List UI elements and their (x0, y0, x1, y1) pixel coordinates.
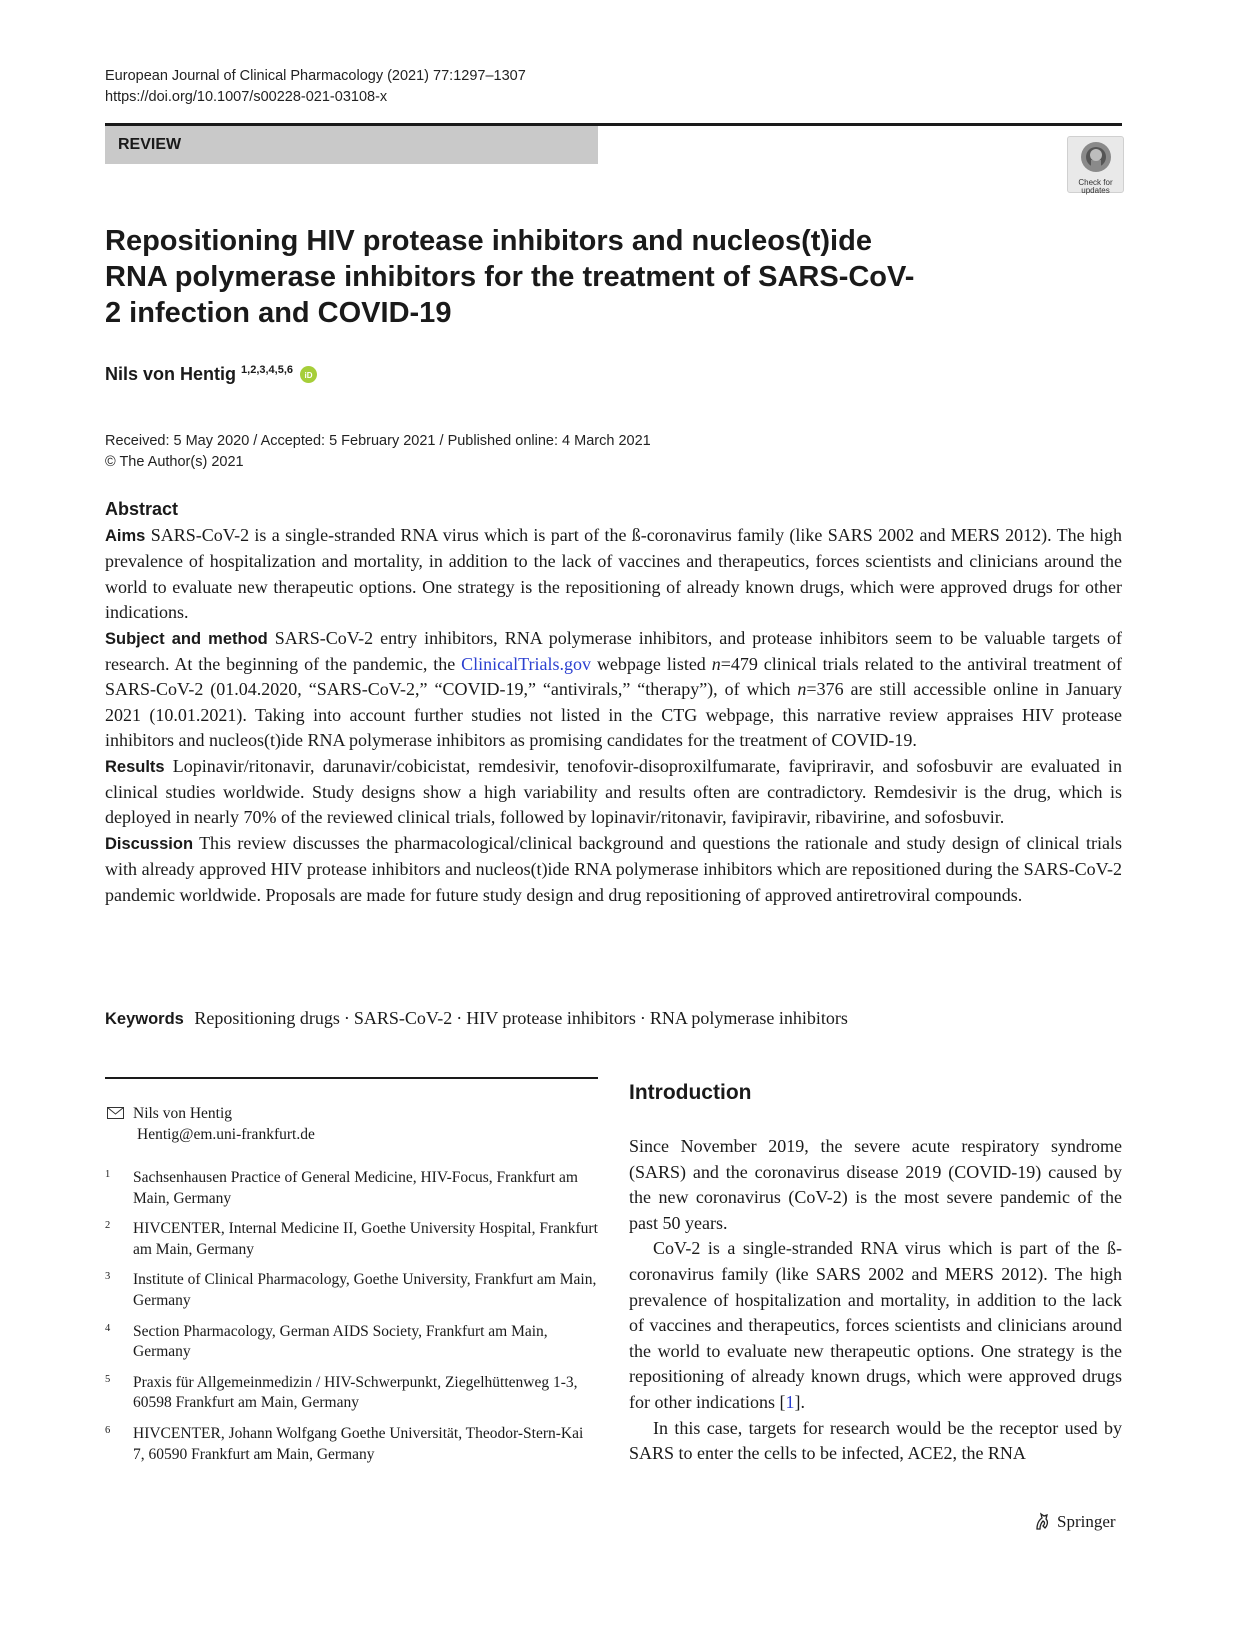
affiliations-list (105, 1168, 598, 1475)
keyword-separator: · (456, 1008, 463, 1028)
aims-text: SARS-CoV-2 is a single-stranded RNA virus which is part of the ß-coronavirus family (like SARS 2002 and MERS 2012). The high prevalence of hospitalization and mortality, in addition to the lack of vaccines and therapeutics, forces scientists and clinicians around the world to evaluate new therapeutic options. One strategy is the repositioning of already known drugs, which were approved drugs for other indications. (105, 525, 1122, 623)
journal-header (105, 66, 526, 108)
keyword-item: Repositioning drugs (194, 1008, 340, 1028)
springer-logo (1032, 1511, 1116, 1532)
method-n2: n (797, 679, 807, 700)
method-text-3: =479 clinical trials related to the antiviral treatment of SARS-CoV-2 (01.04.2020, “SARS-CoV-2,” “COVID-19,” “antivirals,” “therapy”), of which (105, 654, 1123, 700)
abstract-discussion (105, 831, 1122, 908)
intro-paragraph-text: CoV-2 is a single-stranded RNA virus which is part of the ß-coronavirus family (like SARS 2002 and MERS 2012). The high prevalence of hospitalization and mortality, in addition to the lack of vaccines and therapeutics, forces scientists and clinicians around the world to evaluate new therapeutic options. One strategy is the repositioning of already known drugs, which were approved drugs for other indications (629, 1238, 1122, 1412)
affiliation-number: 6 (105, 1424, 111, 1436)
introduction-heading: Introduction (629, 1081, 752, 1104)
mail-icon (107, 1107, 124, 1119)
check-for-updates-icon (1079, 140, 1113, 174)
springer-horse-icon (1032, 1511, 1052, 1531)
keyword-separator: · (343, 1008, 350, 1028)
keyword-separator: · (639, 1008, 646, 1028)
keyword-item: HIV protease inhibitors (466, 1008, 636, 1028)
footnote-rule (105, 1077, 598, 1079)
affiliation-item (105, 1373, 598, 1414)
affiliation-number: 2 (105, 1220, 111, 1232)
article-title: Repositioning HIV protease inhibitors and nucleos(t)ide RNA polymerase inhibitors for the treatment of SARS-CoV-2 infection and COVID-19 (105, 225, 915, 329)
results-text: Lopinavir/ritonavir, darunavir/cobicistat, remdesivir, tenofovir-disoproxilfumarate, favipriravir, and sofosbuvir are evaluated in clinical studies worldwide. Study designs show a high variability and results often are contradictory. Remdesivir is the drug, which is deployed in nearly 70% of the reviewed clinical trials, followed by lopinavir/ritonavir, favipiravir, ribavirine, and sofosbuvir. (105, 755, 1122, 828)
corresponding-email[interactable]: Hentig@em.uni-frankfurt.de (137, 1126, 315, 1143)
copyright-line: © The Author(s) 2021 (105, 454, 244, 470)
method-text-4: =376 are still accessible online in January 2021 (10.01.2021). Taking into account further studies not listed in the CTG webpage, this narrative review appraises HIV protease inhibitors and nucleos(t)ide RNA polymerase inhibitors as promising candidates for the treatment of COVID-19. (105, 679, 1122, 751)
dates-line: Received: 5 May 2020 / Accepted: 5 February 2021 / Published online: 4 March 2021 (105, 433, 651, 449)
journal-citation: European Journal of Clinical Pharmacology (2021) 77:1297–1307 (105, 68, 526, 84)
intro-paragraph: Since November 2019, the severe acute respiratory syndrome (SARS) and the coronavirus disease 2019 (COVID-19) caused by the new coronavirus (CoV-2) is the most severe pandemic of the past 50 years. (629, 1136, 1122, 1233)
abstract-results (105, 754, 1122, 831)
check-for-updates-label: Check for updates (1078, 178, 1113, 195)
abstract-heading: Abstract (105, 499, 179, 519)
affiliation-text: Sachsenhausen Practice of General Medicine, HIV-Focus, Frankfurt am Main, Germany (133, 1169, 578, 1207)
check-for-updates-badge[interactable] (1067, 136, 1124, 193)
abstract-aims (105, 523, 1122, 626)
corresponding-name: Nils von Hentig (133, 1105, 233, 1122)
affiliation-item (105, 1424, 598, 1465)
method-text-2: webpage listed (596, 654, 706, 675)
affiliation-item (105, 1322, 598, 1363)
keywords-line (105, 1008, 848, 1029)
introduction-body (629, 1134, 1122, 1467)
reference-link[interactable]: 1 (785, 1391, 795, 1412)
intro-paragraph: In this case, targets for research would be the receptor used by SARS to enter the cells to be infected, ACE2, the RNA (629, 1417, 1122, 1464)
orcid-icon[interactable] (300, 366, 317, 383)
affiliation-text: HIVCENTER, Johann Wolfgang Goethe Universität, Theodor-Stern-Kai 7, 60590 Frankfurt am Main, Germany (133, 1424, 584, 1463)
results-label: Results (105, 757, 165, 776)
keyword-item: RNA polymerase inhibitors (649, 1008, 848, 1028)
affiliation-number: 4 (105, 1322, 111, 1334)
intro-paragraph: CoV-2 is a single-stranded RNA virus which is part of the ß-coronavirus family (like SARS 2002 and MERS 2012). The high prevalence of hospitalization and mortality, in addition to the lack of vaccines and therapeutics, forces scientists and clinicians around the world to evaluate new therapeutic options. One strategy is the repositioning of already known drugs, which were approved drugs for other indications [1]. (629, 1238, 1122, 1412)
aims-label: Aims (105, 527, 146, 545)
keyword-item: SARS-CoV-2 (353, 1008, 453, 1028)
keywords-label: Keywords (105, 1010, 184, 1028)
affiliation-number: 3 (105, 1271, 111, 1283)
clinicaltrials-link[interactable]: ClinicalTrials.gov (461, 654, 592, 675)
affiliation-number: 1 (105, 1169, 111, 1180)
affiliation-item (105, 1270, 598, 1311)
abstract-method (105, 626, 1122, 754)
abstract-section (105, 499, 1122, 908)
affiliation-item (105, 1219, 598, 1260)
affiliation-number: 5 (105, 1373, 111, 1385)
article-type-banner: REVIEW (105, 126, 598, 164)
method-label: Subject and method (105, 629, 268, 648)
affiliation-text: Institute of Clinical Pharmacology, Goethe University, Frankfurt am Main, Germany (133, 1271, 597, 1309)
author-name[interactable]: Nils von Hentig (105, 364, 237, 384)
doi-link[interactable]: https://doi.org/10.1007/s00228-021-03108-x (105, 89, 388, 105)
svg-text:iD: iD (304, 371, 313, 380)
author-affiliation-marks: 1,2,3,4,5,6 (241, 364, 294, 376)
affiliation-text: HIVCENTER, Internal Medicine II, Goethe University Hospital, Frankfurt am Main, Germany (133, 1220, 598, 1258)
method-text-1: SARS-CoV-2 entry inhibitors, RNA polymerase inhibitors, and protease inhibitors seem to be valuable targets of research. At the beginning of the pandemic, the (105, 627, 1123, 675)
publisher-name: Springer (1057, 1512, 1116, 1531)
affiliation-text: Section Pharmacology, German AIDS Society, Frankfurt am Main, Germany (133, 1322, 548, 1361)
author-line (105, 364, 317, 385)
method-n1: n (711, 654, 721, 675)
discussion-label: Discussion (105, 834, 194, 853)
corresponding-author (107, 1103, 315, 1145)
discussion-text: This review discusses the pharmacological/clinical background and questions the rationale and study design of clinical trials with already approved HIV protease inhibitors and nucleos(t)ide RNA polymerase inhibitors which are repositioned during the SARS-CoV-2 pandemic worldwide. Proposals are made for future study design and drug repositioning of approved antiretroviral compounds. (105, 832, 1122, 905)
affiliation-text: Praxis für Allgemeinmedizin / HIV-Schwerpunkt, Ziegelhüttenweg 1-3, 60598 Frankfurt am Main, Germany (133, 1373, 578, 1412)
affiliation-item (105, 1168, 598, 1209)
publication-dates (105, 431, 651, 473)
